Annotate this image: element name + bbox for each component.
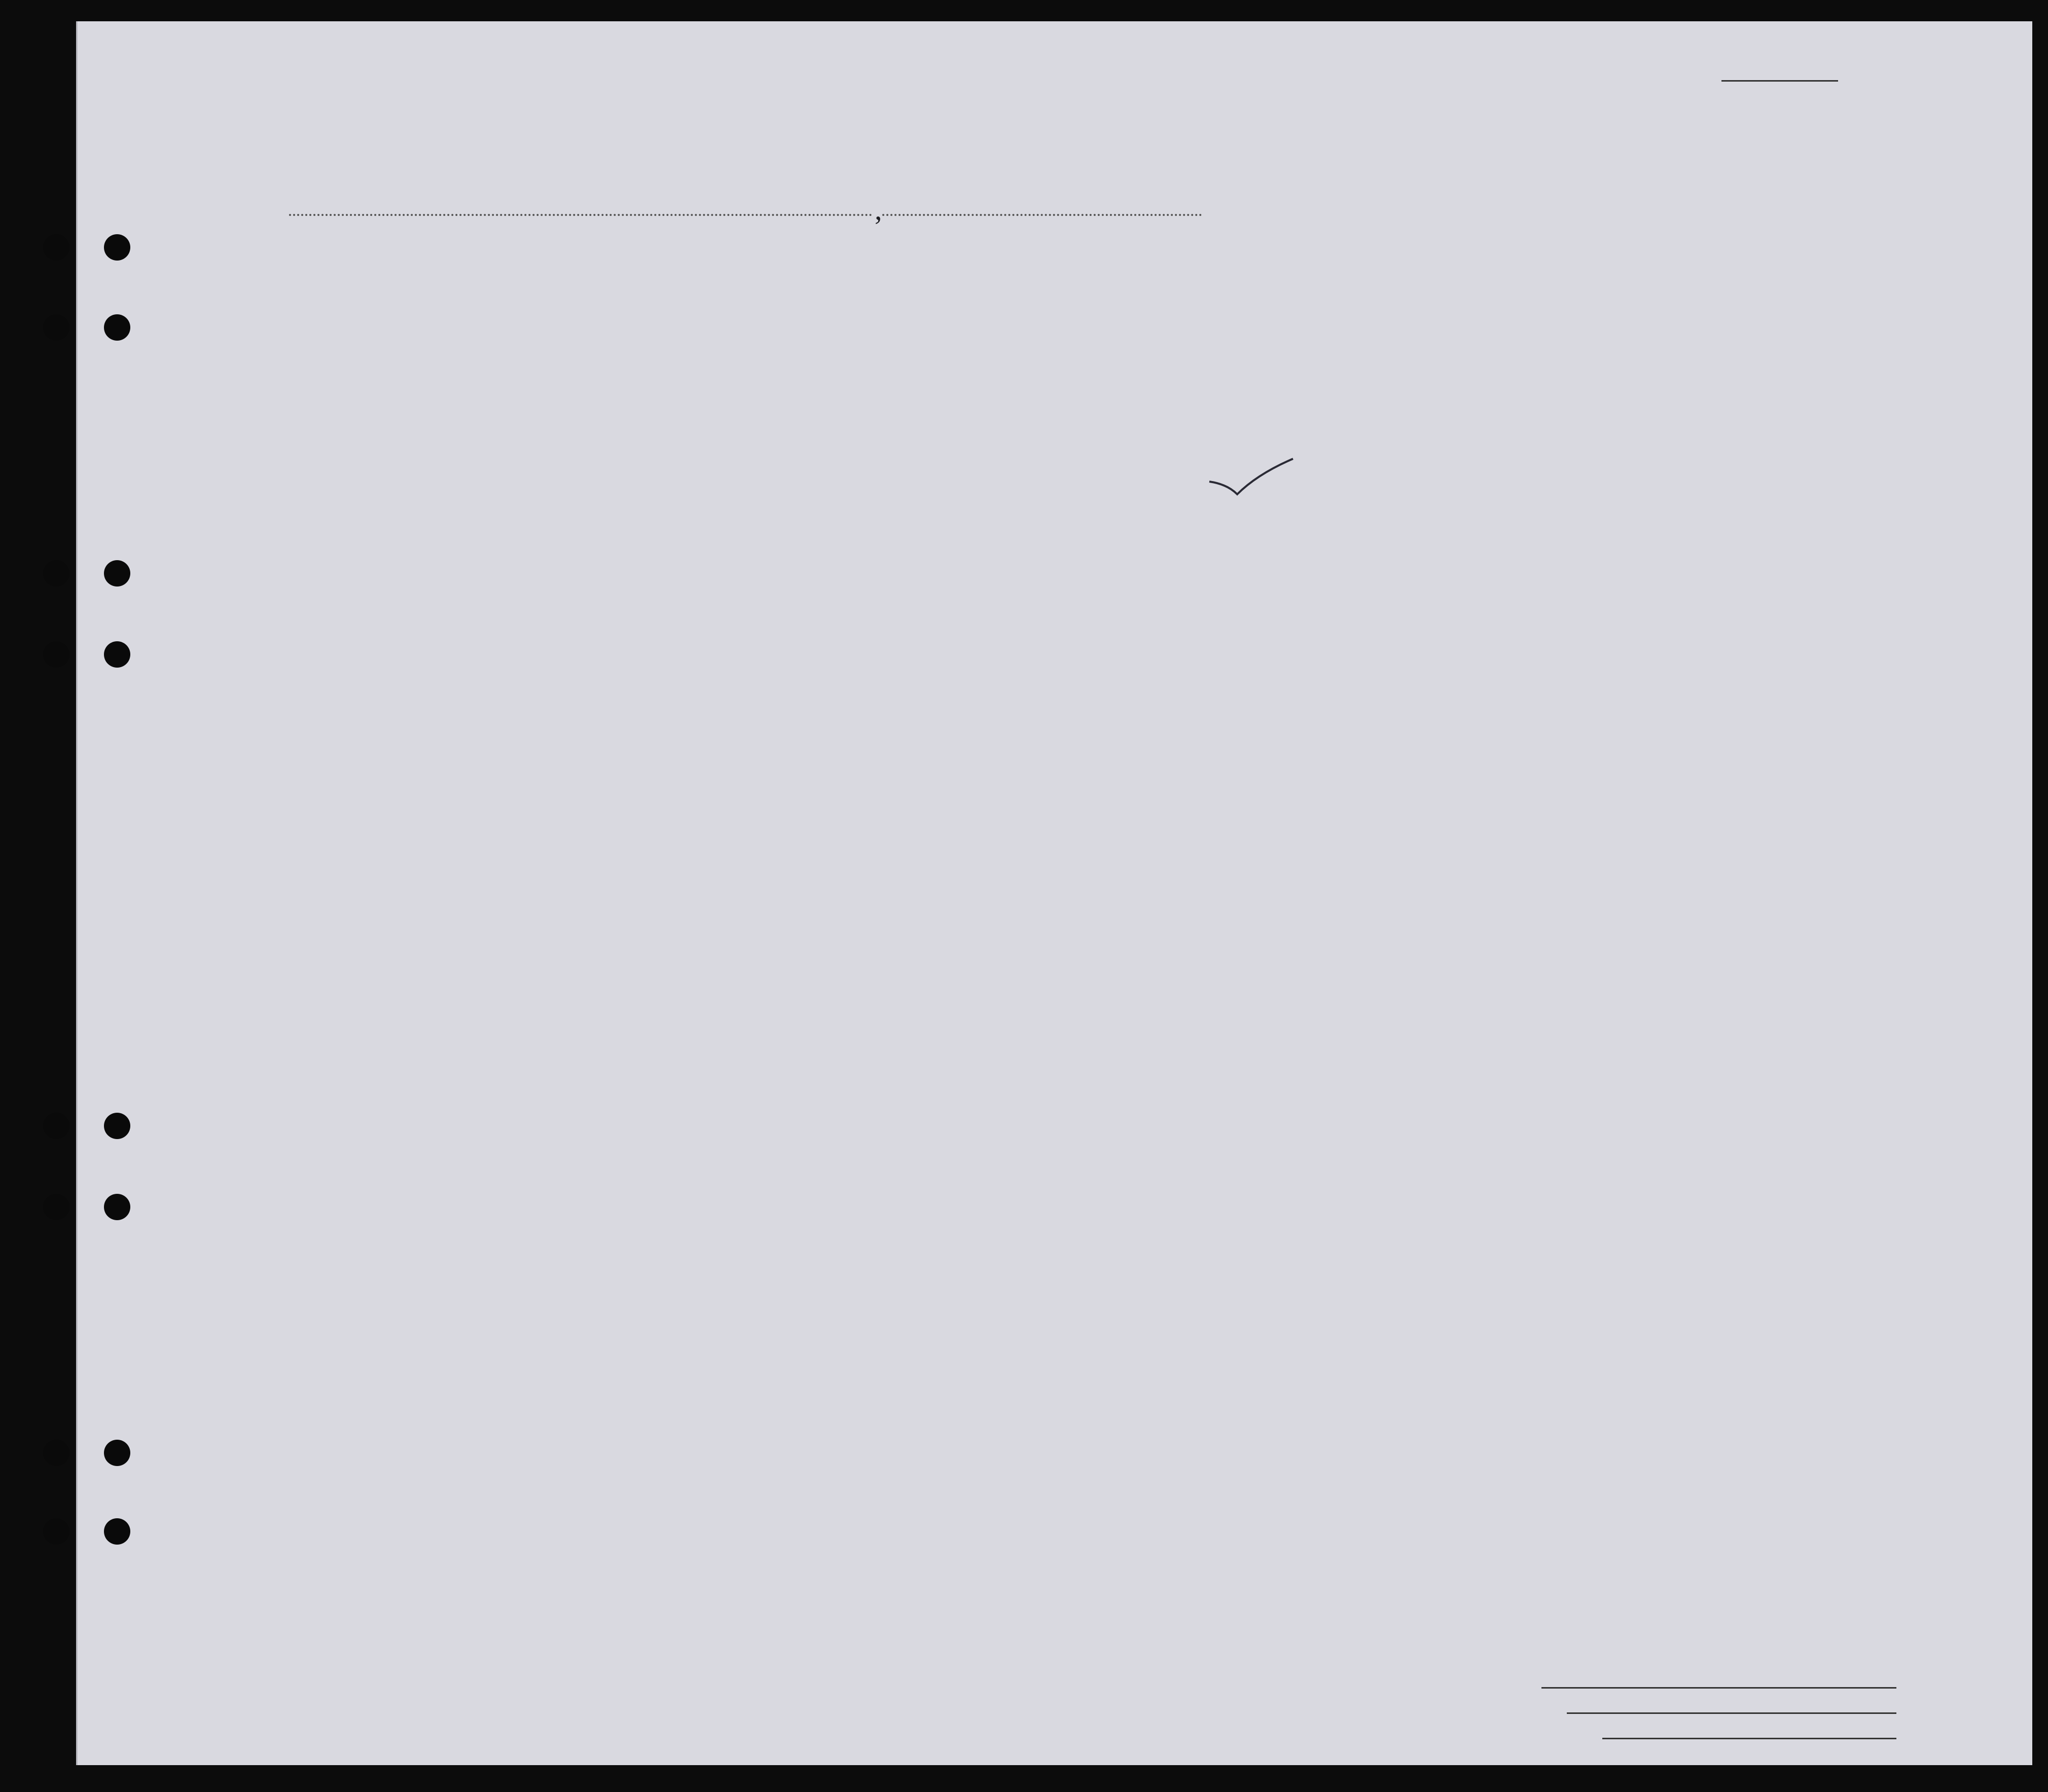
punch-hole xyxy=(43,314,69,341)
header-length-stay xyxy=(1225,330,1255,426)
handwritten-check-mark xyxy=(1207,454,1298,499)
header-overthrow xyxy=(1393,299,1444,426)
header-polygamist xyxy=(1344,299,1367,426)
owners-underline xyxy=(1567,1712,1896,1714)
header-excluded xyxy=(1488,299,1511,426)
header-prison xyxy=(1296,299,1331,426)
manifest-grid xyxy=(76,0,2031,1792)
punch-hole xyxy=(43,1440,69,1466)
header-arrested xyxy=(1513,299,1535,426)
punch-hole xyxy=(43,641,69,668)
agents-underline xyxy=(1602,1738,1896,1739)
header-ticket xyxy=(604,304,635,426)
punch-hole xyxy=(43,1194,69,1220)
line-underline xyxy=(1541,1687,1896,1689)
header-inches xyxy=(1678,390,1699,426)
header-possession-50 xyxy=(730,299,757,426)
header-citizen-intent xyxy=(1260,330,1290,426)
header-labor-offer xyxy=(1445,299,1487,426)
comma: , xyxy=(875,193,882,226)
header-return-intent xyxy=(1189,330,1219,426)
punch-hole xyxy=(43,234,69,261)
punch-hole xyxy=(43,1113,69,1139)
punch-hole xyxy=(43,1518,69,1545)
header-feet xyxy=(1654,395,1674,426)
punch-hole xyxy=(43,560,69,587)
header-anarchist xyxy=(1369,299,1392,426)
